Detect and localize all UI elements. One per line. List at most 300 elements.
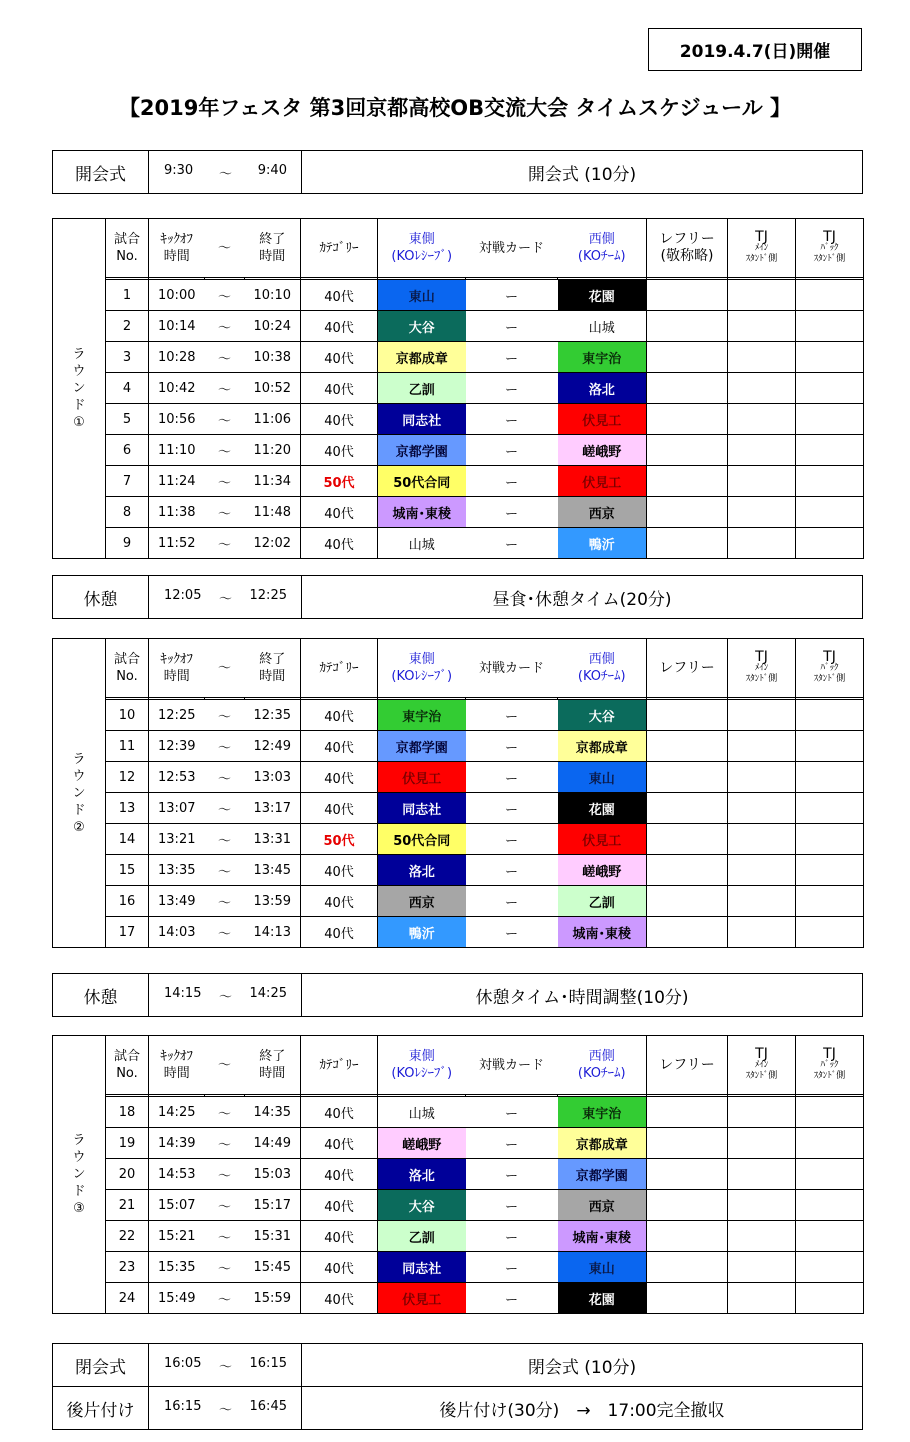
end-time: 15:31 [245,1221,301,1252]
tj-main-cell[interactable] [728,1283,796,1314]
col-header-end [245,219,301,278]
start-time: 9:30 [164,162,194,178]
col-header-text: 東側 [408,232,435,247]
col-header-tj-back [796,639,864,698]
east-team: 鴨沂 [378,917,466,948]
match-table [52,638,864,948]
match-no: 4 [106,373,149,404]
tj-back-cell[interactable] [796,793,864,824]
round-label-char: ン [72,381,86,396]
col-header-text: ﾊﾞｯｸ [820,1059,839,1070]
west-team: 伏見工 [558,466,647,497]
time-separator: ～ [205,435,245,466]
tj-main-cell[interactable] [728,435,796,466]
col-header-text: 時間 [259,1066,286,1081]
end-time: 16:45 [249,1398,287,1414]
kickoff-time: 11:52 [149,528,205,559]
col-header-category [301,639,378,698]
match-row [53,373,864,404]
time-separator: ～ [205,311,245,342]
end-time: 14:49 [245,1128,301,1159]
kickoff-time: 13:49 [149,886,205,917]
referee-cell[interactable] [647,497,728,528]
tj-back-cell[interactable] [796,1221,864,1252]
tj-back-cell[interactable] [796,1128,864,1159]
closing-description: 閉会式 (10分) [302,1344,863,1387]
time-separator: ～ [218,1359,232,1375]
start-time: 16:05 [164,1355,202,1371]
category: 40代 [301,700,378,731]
col-header-text: レフリー [659,231,715,247]
referee-cell[interactable] [647,886,728,917]
tj-main-cell[interactable] [728,342,796,373]
col-header-text: 東側 [408,1049,435,1064]
col-header-text: 終了 [259,232,286,247]
col-header-text: (KOﾁｰﾑ) [577,1066,626,1081]
col-header-text: 試合 [113,232,140,247]
match-no: 8 [106,497,149,528]
tj-back-cell[interactable] [796,311,864,342]
vs-dash: ー [466,1190,558,1221]
match-no: 11 [106,731,149,762]
tj-back-cell[interactable] [796,404,864,435]
col-header-text: ｽﾀﾝﾄﾞ側 [813,1070,846,1081]
vs-dash: ー [466,917,558,948]
vs-dash: ー [466,886,558,917]
col-header-text: ｽﾀﾝﾄﾞ側 [813,253,846,264]
col-header-kickoff [149,639,205,698]
east-team: 乙訓 [378,1221,466,1252]
col-header-text: レフリー [659,1056,715,1073]
header-row [53,639,864,698]
kickoff-time: 13:07 [149,793,205,824]
tj-back-cell[interactable] [796,762,864,793]
time-separator: ～ [205,466,245,497]
category: 40代 [301,1221,378,1252]
round-label-char: ウ [72,1150,86,1165]
col-header-match-no [106,639,149,698]
vs-dash: ー [466,1283,558,1314]
match-row [53,342,864,373]
col-header-text: 時間 [163,669,190,684]
time-separator: ～ [205,1190,245,1221]
referee-cell[interactable] [647,731,728,762]
vs-dash: ー [466,528,558,559]
category: 50代 [301,824,378,855]
col-header-text: (KOﾁｰﾑ) [577,249,626,264]
referee-cell[interactable] [647,793,728,824]
time-separator: ～ [205,855,245,886]
col-header-text: TJ [755,228,768,245]
col-header-text: 西側 [588,652,615,667]
match-no: 18 [106,1097,149,1128]
tj-back-cell[interactable] [796,700,864,731]
category: 40代 [301,886,378,917]
col-header-text: ｶﾃｺﾞﾘｰ [319,240,359,256]
tj-main-cell[interactable] [728,1221,796,1252]
end-time: 15:03 [245,1159,301,1190]
east-team: 西京 [378,886,466,917]
tj-back-cell[interactable] [796,1252,864,1283]
category: 40代 [301,1097,378,1128]
tj-main-cell[interactable] [728,1190,796,1221]
referee-cell[interactable] [647,1128,728,1159]
category: 40代 [301,1283,378,1314]
tj-back-cell[interactable] [796,497,864,528]
west-team: 花園 [558,793,647,824]
tj-back-cell[interactable] [796,855,864,886]
col-header-text: ｽﾀﾝﾄﾞ側 [745,1070,778,1081]
west-team: 山城 [558,311,647,342]
break-time [149,974,302,1017]
category: 40代 [301,1252,378,1283]
east-team: 伏見工 [378,762,466,793]
header-row [53,219,864,278]
col-header-text: TJ [755,1045,768,1062]
col-header-tilde [205,639,245,698]
referee-cell[interactable] [647,404,728,435]
kickoff-time: 10:56 [149,404,205,435]
tj-main-cell[interactable] [728,466,796,497]
match-row [53,1128,864,1159]
time-separator: ～ [205,528,245,559]
kickoff-time: 10:14 [149,311,205,342]
match-row [53,855,864,886]
col-header-text: ﾒｲﾝ [754,242,769,253]
col-header-text: (KOﾚｼｰﾌﾞ) [391,669,453,684]
kickoff-time: 14:03 [149,917,205,948]
tj-back-cell[interactable] [796,342,864,373]
col-header-text: ﾒｲﾝ [754,1059,769,1070]
tj-back-cell[interactable] [796,280,864,311]
time-separator: ～ [205,404,245,435]
west-team: 京都成章 [558,731,647,762]
referee-cell[interactable] [647,917,728,948]
end-time: 15:45 [245,1252,301,1283]
referee-cell[interactable] [647,435,728,466]
col-header-referee [647,219,728,278]
match-no: 19 [106,1128,149,1159]
tj-back-cell[interactable] [796,1283,864,1314]
referee-cell[interactable] [647,280,728,311]
time-separator: ～ [205,762,245,793]
match-row [53,731,864,762]
vs-dash: ー [466,404,558,435]
tj-back-cell[interactable] [796,917,864,948]
col-header-text: (敬称略) [660,248,714,264]
east-team: 嵯峨野 [378,1128,466,1159]
col-header-text: No. [116,249,138,264]
vs-dash: ー [466,793,558,824]
col-header-text: TJ [755,648,768,665]
end-time: 11:06 [245,404,301,435]
kickoff-time: 11:24 [149,466,205,497]
col-header-text: 時間 [259,669,286,684]
west-team: 嵯峨野 [558,435,647,466]
time-separator: ～ [205,280,245,311]
time-separator: ～ [218,591,232,607]
category: 40代 [301,917,378,948]
match-row [53,1221,864,1252]
round-label-char: ウ [72,768,86,784]
col-header-text: ｷｯｸｵﾌ [160,232,193,247]
time-separator: ～ [205,1283,245,1314]
tj-back-cell[interactable] [796,1159,864,1190]
time-separator: ～ [205,731,245,762]
vs-dash: ー [466,855,558,886]
end-time: 15:17 [245,1190,301,1221]
col-header-text: 時間 [163,249,190,264]
col-header-text: ～ [217,240,231,256]
east-team: 洛北 [378,1159,466,1190]
opening-label: 開会式 [53,151,149,194]
category: 40代 [301,435,378,466]
end-time: 11:34 [245,466,301,497]
end-time: 12:25 [249,587,287,603]
kickoff-time: 12:53 [149,762,205,793]
col-header-text: No. [116,1066,138,1081]
col-header-vs [466,1036,558,1095]
end-time: 15:59 [245,1283,301,1314]
break-description: 昼食･休憩タイム(20分) [302,576,863,619]
match-row [53,528,864,559]
col-header-text: (KOﾚｼｰﾌﾞ) [391,1066,453,1081]
tj-back-cell[interactable] [796,1097,864,1128]
match-no: 3 [106,342,149,373]
match-no: 12 [106,762,149,793]
match-no: 15 [106,855,149,886]
east-team: 山城 [378,528,466,559]
vs-dash: ー [466,466,558,497]
time-separator: ～ [205,373,245,404]
round-label-char: ウ [72,364,86,379]
time-separator: ～ [205,700,245,731]
col-header-text: TJ [823,1045,836,1062]
tj-main-cell[interactable] [728,1159,796,1190]
match-row [53,311,864,342]
match-no: 5 [106,404,149,435]
time-separator: ～ [205,1097,245,1128]
round-label-char: ③ [73,1201,85,1216]
col-header-tj-main [728,639,796,698]
tj-back-cell[interactable] [796,824,864,855]
time-separator: ～ [205,497,245,528]
tj-main-cell[interactable] [728,404,796,435]
west-team: 東宇治 [558,342,647,373]
time-separator: ～ [205,1128,245,1159]
col-header-text: (KOﾁｰﾑ) [577,669,626,684]
tj-main-cell[interactable] [728,824,796,855]
west-team: 東山 [558,1252,647,1283]
referee-cell[interactable] [647,1190,728,1221]
end-time: 13:17 [245,793,301,824]
category: 50代 [301,466,378,497]
referee-cell[interactable] [647,762,728,793]
end-time: 13:31 [245,824,301,855]
end-time: 12:35 [245,700,301,731]
closing-time [149,1344,302,1387]
tj-main-cell[interactable] [728,1097,796,1128]
tj-main-cell[interactable] [728,700,796,731]
round-label [53,219,106,559]
end-time: 9:40 [257,162,287,178]
west-team: 乙訓 [558,886,647,917]
west-team: 鴨沂 [558,528,647,559]
match-row [53,435,864,466]
tj-back-cell[interactable] [796,373,864,404]
tj-main-cell[interactable] [728,917,796,948]
col-header-text: 西側 [588,1049,615,1064]
match-no: 9 [106,528,149,559]
col-header-text: ｷｯｸｵﾌ [160,652,193,667]
referee-cell[interactable] [647,700,728,731]
col-header-match-no [106,219,149,278]
col-header-text: 試合 [113,652,140,667]
tj-main-cell[interactable] [728,528,796,559]
tj-back-cell[interactable] [796,886,864,917]
category: 40代 [301,497,378,528]
col-header-referee [647,639,728,698]
tj-main-cell[interactable] [728,373,796,404]
vs-dash: ー [466,311,558,342]
col-header-west [558,639,647,698]
referee-cell[interactable] [647,855,728,886]
east-team: 同志社 [378,793,466,824]
time-separator: ～ [205,824,245,855]
round-label-char: ラ [72,347,86,362]
tj-main-cell[interactable] [728,886,796,917]
referee-cell[interactable] [647,311,728,342]
page-title: 【2019年フェスタ 第3回京都高校OB交流大会 タイムスケジュール 】 [118,96,792,120]
start-time: 12:05 [164,587,202,603]
west-team: 大谷 [558,700,647,731]
referee-cell[interactable] [647,1159,728,1190]
category: 40代 [301,404,378,435]
west-team: 東山 [558,762,647,793]
tj-main-cell[interactable] [728,793,796,824]
vs-dash: ー [466,824,558,855]
referee-cell[interactable] [647,1221,728,1252]
east-team: 山城 [378,1097,466,1128]
category: 40代 [301,731,378,762]
kickoff-time: 11:38 [149,497,205,528]
referee-cell[interactable] [647,466,728,497]
end-time: 11:20 [245,435,301,466]
referee-cell[interactable] [647,342,728,373]
tj-back-cell[interactable] [796,466,864,497]
tj-main-cell[interactable] [728,311,796,342]
start-time: 14:15 [164,985,202,1001]
opening-time [149,151,302,194]
referee-cell[interactable] [647,528,728,559]
time-separator: ～ [205,342,245,373]
match-no: 14 [106,824,149,855]
break-time [149,576,302,619]
referee-cell[interactable] [647,1252,728,1283]
match-row [53,1190,864,1221]
time-separator: ～ [205,886,245,917]
tj-back-cell[interactable] [796,435,864,466]
col-header-east [378,219,466,278]
start-time: 16:15 [164,1398,202,1414]
col-header-vs [466,639,558,698]
tj-back-cell[interactable] [796,528,864,559]
vs-dash: ー [466,762,558,793]
vs-dash: ー [466,342,558,373]
match-row [53,280,864,311]
match-row [53,700,864,731]
round-label-char: ン [72,785,86,801]
tj-main-cell[interactable] [728,497,796,528]
kickoff-time: 15:21 [149,1221,205,1252]
end-time: 13:45 [245,855,301,886]
vs-dash: ー [466,1128,558,1159]
round-label-char: ① [73,415,85,430]
kickoff-time: 14:25 [149,1097,205,1128]
end-time: 13:03 [245,762,301,793]
round-label-char: ン [72,1167,86,1182]
cleanup-description: 後片付け(30分) → 17:00完全撤収 [302,1387,863,1430]
tj-main-cell[interactable] [728,1252,796,1283]
vs-dash: ー [466,731,558,762]
tj-main-cell[interactable] [728,1128,796,1159]
match-no: 17 [106,917,149,948]
tj-main-cell[interactable] [728,731,796,762]
east-team: 京都成章 [378,342,466,373]
referee-cell[interactable] [647,1283,728,1314]
west-team: 伏見工 [558,824,647,855]
tj-main-cell[interactable] [728,280,796,311]
col-header-text: 試合 [113,1049,140,1064]
break-1-band [52,575,863,619]
west-team: 城南･東稜 [558,917,647,948]
tj-back-cell[interactable] [796,1190,864,1221]
match-no: 22 [106,1221,149,1252]
match-no: 10 [106,700,149,731]
category: 40代 [301,528,378,559]
referee-cell[interactable] [647,373,728,404]
col-header-text: ｽﾀﾝﾄﾞ側 [745,253,778,264]
col-header-text: ～ [217,1057,231,1073]
tj-main-cell[interactable] [728,762,796,793]
col-header-east [378,1036,466,1095]
category: 40代 [301,1159,378,1190]
east-team: 京都学園 [378,731,466,762]
kickoff-time: 13:21 [149,824,205,855]
vs-dash: ー [466,280,558,311]
referee-cell[interactable] [647,1097,728,1128]
tj-back-cell[interactable] [796,731,864,762]
col-header-text: ﾒｲﾝ [754,662,769,673]
col-header-text: 終了 [259,1049,286,1064]
east-team: 東宇治 [378,700,466,731]
cleanup-label: 後片付け [53,1387,149,1430]
end-time: 10:52 [245,373,301,404]
vs-dash: ー [466,373,558,404]
east-team: 大谷 [378,1190,466,1221]
closing-label: 閉会式 [53,1344,149,1387]
referee-cell[interactable] [647,824,728,855]
tj-main-cell[interactable] [728,855,796,886]
match-row [53,1283,864,1314]
col-header-vs [466,219,558,278]
end-time: 11:48 [245,497,301,528]
time-separator: ～ [205,1221,245,1252]
end-time: 12:49 [245,731,301,762]
col-header-text: ｽﾀﾝﾄﾞ側 [813,673,846,684]
col-header-kickoff [149,219,205,278]
vs-dash: ー [466,1252,558,1283]
